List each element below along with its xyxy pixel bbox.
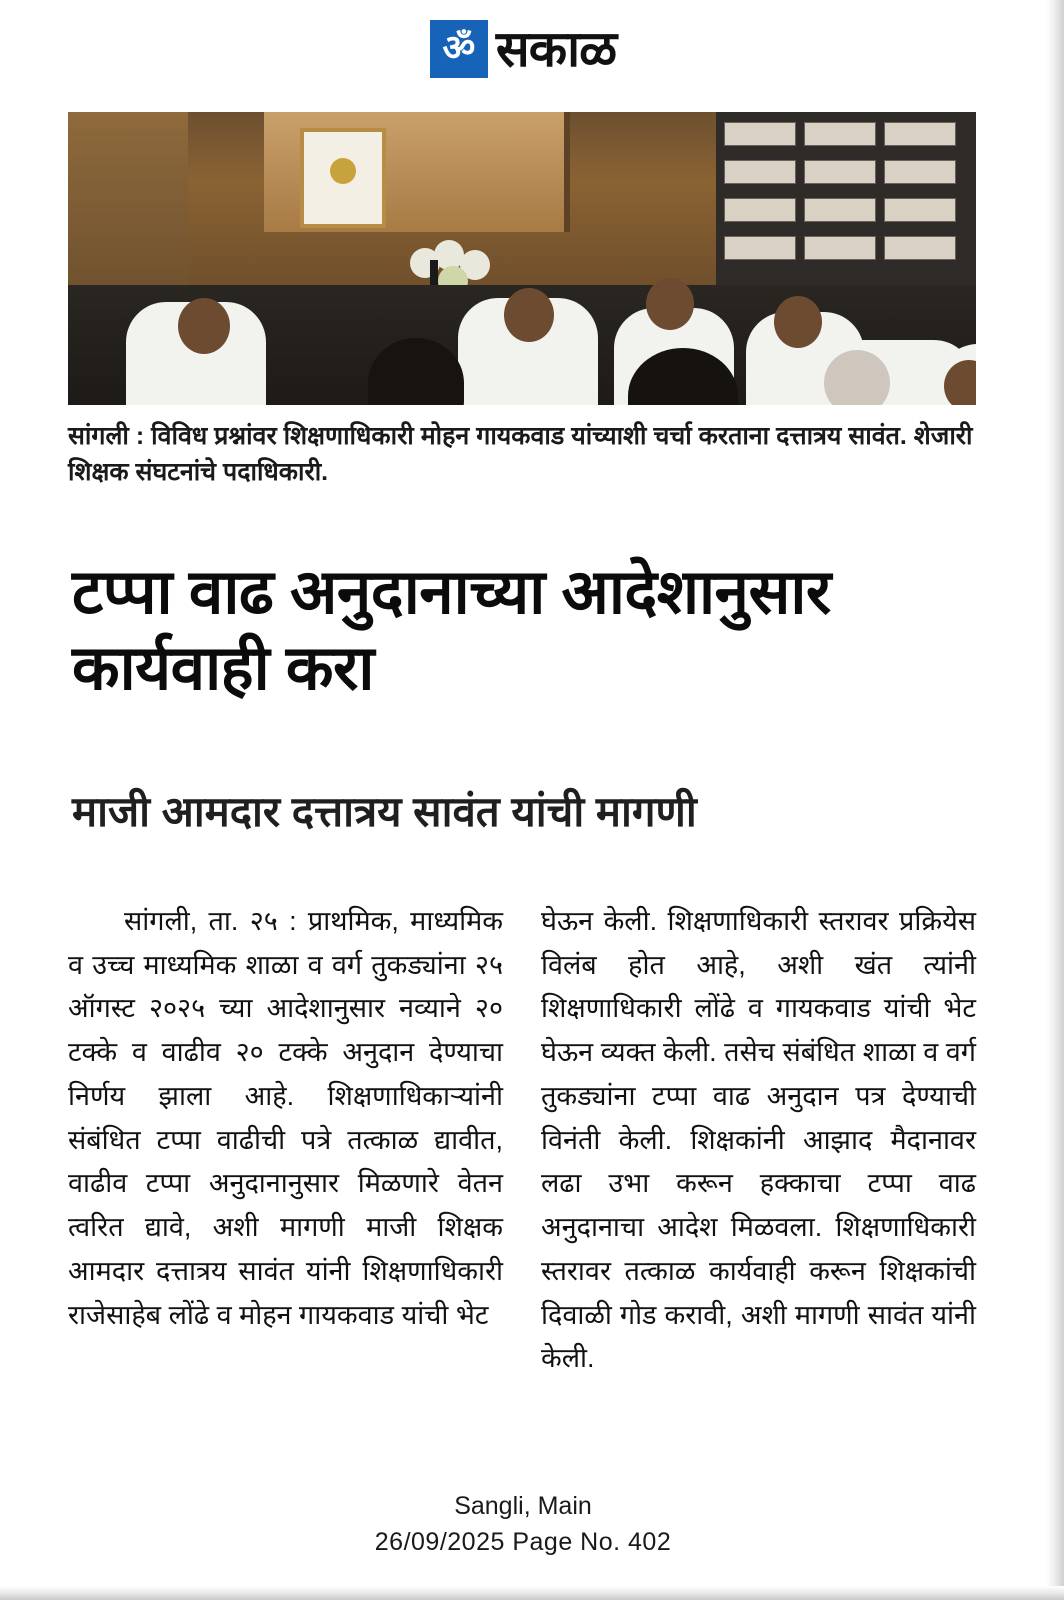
photo-file-cabinet [716, 112, 976, 297]
publication-name: सकाळ [495, 20, 617, 78]
photo-wall-frame [300, 128, 386, 228]
page-edge-bottom [0, 1586, 1064, 1600]
article-photo [68, 112, 976, 405]
article-column-2 [541, 900, 976, 1381]
article-column-2-text: घेऊन केली. शिक्षणाधिकारी स्तरावर प्रक्रियेस विलंब होत आहे, अशी खंत त्यांनी शिक्षणाधिकारी लोंढे व गायकवाड यांची भेट घेऊन व्यक्त केली. तसेच संबंधित शाळा व वर्ग तुकड्यांना टप्पा वाढ अनुदान पत्र देण्याची विनंती केली. शिक्षकांनी आझाद मैदानावर लढा उभा करून हक्काचा टप्पा वाढ अनुदानाचा आदेश मिळवला. शिक्षणाधिकारी स्तरावर तत्काळ कार्यवाही करून शिक्षकांची दिवाळी गोड करावी, अशी मागणी सावंत यांनी केली. [541, 906, 976, 1374]
photo-person-2-head [504, 288, 554, 342]
subheadline: माजी आमदार दत्तात्रय सावंत यांची मागणी [72, 788, 697, 835]
masthead [0, 18, 1046, 80]
article-column-1 [68, 900, 503, 1381]
date-and-page-label: 26/09/2025 Page No. 402 [374, 1528, 672, 1557]
headline: टप्पा वाढ अनुदानाच्या आदेशानुसार कार्यवाही करा [72, 558, 831, 703]
photo-person-4-head [774, 296, 822, 348]
page-edge-right [1046, 0, 1064, 1600]
article-body [68, 900, 976, 1381]
photo-person-3-head [646, 278, 694, 330]
article-column-1-text: सांगली, ता. २५ : प्राथमिक, माध्यमिक व उच्च माध्यमिक शाळा व वर्ग तुकड्यांना २५ ऑगस्ट २०२५ च्या आदेशानुसार नव्याने २० टक्के व वाढीव २० टक्के अनुदान देण्याचा निर्णय झाला आहे. शिक्षणाधिकाऱ्यांनी संबंधित टप्पा वाढीची पत्रे तत्काळ द्यावीत, वाढीव टप्पा अनुदानानुसार मिळणारे वेतन त्वरित द्यावे, अशी मागणी माजी शिक्षक आमदार दत्तात्रय सावंत यांनी शिक्षणाधिकारी राजेसाहेब लोंढे व मोहन गायकवाड यांची भेट [68, 906, 503, 1330]
photo-caption: सांगली : विविध प्रश्नांवर शिक्षणाधिकारी मोहन गायकवाड यांच्याशी चर्चा करताना दत्तात्रय सावंत. शेजारी शिक्षक संघटनांचे पदाधिकारी. [68, 422, 973, 487]
clipping-footer [0, 1488, 1046, 1561]
edition-label: Sangli, Main [454, 1492, 592, 1520]
sakal-logo-icon: ॐ [430, 20, 488, 78]
photo-person-1-head [178, 298, 230, 354]
publication-logo [430, 18, 616, 80]
